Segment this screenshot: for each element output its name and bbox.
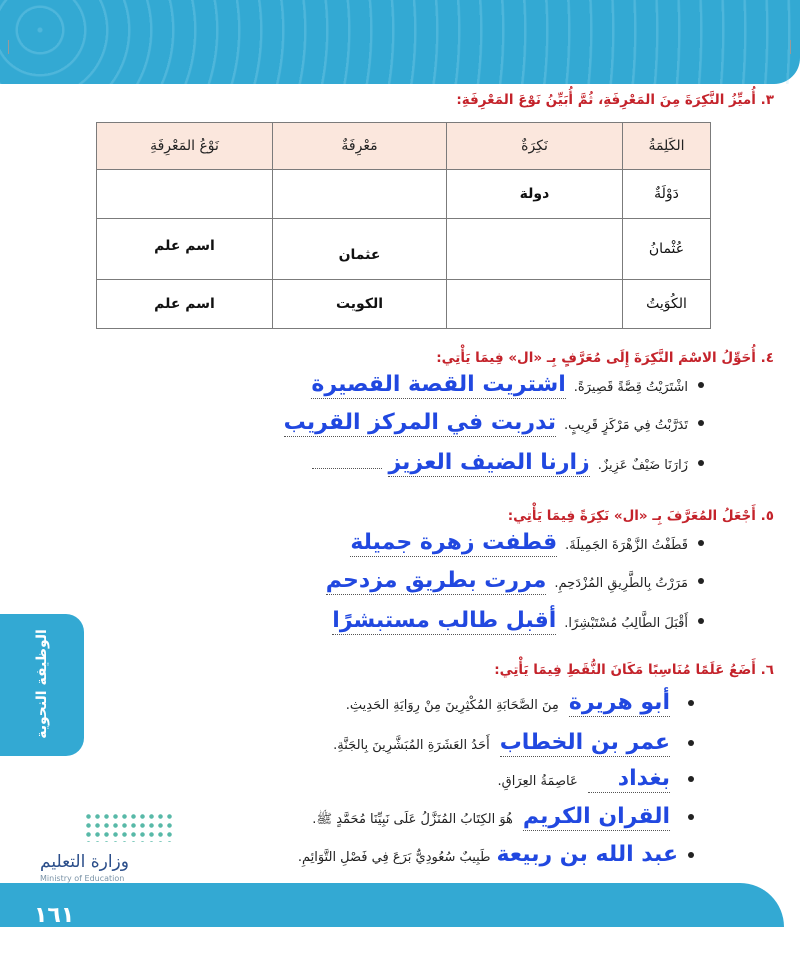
bullet-icon: [688, 852, 694, 858]
answer-field[interactable]: القران الكريم: [522, 804, 670, 829]
question-3-prompt: ٣. أُميِّزُ النَّكِرَةَ مِنَ المَعْرِفَةِ، ثُمَّ أُبَيِّنُ نَوْعَ المَعْرِفَةِ:: [456, 92, 774, 108]
question-6-prompt: ٦. أَضَعُ عَلَمًا مُنَاسِبًا مَكَانَ النُّقَطِ فِيمَا يَأْتِي:: [494, 662, 774, 678]
cell-maarifa[interactable]: الكويت: [273, 280, 447, 329]
header-maarifa: مَعْرِفَةٌ: [273, 123, 447, 170]
list-item: [498, 766, 694, 793]
item-sentence: هُوَ الكِتَابُ المُنَزَّلُ عَلَى نَبِيِّنَا مُحَمَّدٍ ﷺ.: [312, 812, 513, 827]
item-sentence: تَدَرَّبْتُ فِي مَرْكَزٍ قَرِيبٍ.: [564, 418, 688, 433]
answer-field[interactable]: بغداد: [588, 766, 670, 793]
header-maarifa-type: نَوْعُ المَعْرِفَةِ: [97, 123, 273, 170]
answer-field[interactable]: عبد الله بن ربيعة: [496, 842, 678, 867]
top-banner: [0, 0, 800, 84]
list-item: [326, 568, 704, 595]
chapter-side-tab: [0, 614, 84, 756]
list-item: [298, 842, 694, 867]
answer-field[interactable]: قطفت زهرة جميلة: [350, 530, 558, 555]
table-header-row: [97, 123, 711, 170]
dotted-blank: [312, 467, 382, 469]
cell-nakira[interactable]: [447, 280, 623, 329]
table-row: [97, 219, 711, 280]
item-sentence: أَقْبَلَ الطَّالِبُ مُسْتَبْشِرًا.: [564, 616, 688, 631]
item-sentence: اشْتَرَيْتُ قِصَّةً قَصِيرَةً.: [573, 380, 688, 395]
item-sentence: مَرَرْتُ بِالطَّرِيقِ المُزْدَحِمِ.: [554, 576, 688, 591]
cell-nakira[interactable]: [447, 219, 623, 280]
answer-field[interactable]: عمر بن الخطاب: [499, 730, 670, 755]
cell-maarifa[interactable]: عثمان: [273, 219, 447, 280]
table-row: [97, 170, 711, 219]
cell-word: الكُوَيتُ: [623, 280, 711, 329]
cell-word: دَوْلَةٌ: [623, 170, 711, 219]
item-sentence: زَارَنَا ضَيْفٌ عَزِيزٌ.: [597, 458, 688, 473]
noun-classification-table: [96, 122, 711, 329]
bullet-icon: [698, 460, 704, 466]
answer-field[interactable]: اشتريت القصة القصيرة: [311, 372, 566, 397]
crop-mark: [8, 40, 9, 54]
item-sentence: قَطَفْتُ الزَّهْرَةَ الجَمِيلَةَ.: [565, 538, 688, 553]
side-tab-label: الوظيفة النحوية: [34, 629, 50, 739]
list-item: [312, 450, 704, 477]
cell-type[interactable]: [97, 170, 273, 219]
answer-field[interactable]: أبو هريرة: [568, 690, 670, 715]
list-item: [350, 530, 704, 557]
answer-field[interactable]: تدربت في المركز القريب: [283, 410, 557, 435]
list-item: [312, 804, 694, 831]
header-word: الكَلِمَةُ: [623, 123, 711, 170]
item-sentence: عَاصِمَةُ العِرَاقِ.: [497, 774, 578, 789]
item-sentence: مِنَ الصَّحَابَةِ المُكْثِرِينَ مِنْ رِوَايَةِ الحَدِيثِ.: [345, 698, 559, 713]
logo-dots-icon: [84, 812, 174, 842]
cell-type[interactable]: اسم علم: [97, 280, 273, 329]
bottom-banner: [0, 883, 784, 927]
answer-field[interactable]: أقبل طالب مستبشرًا: [332, 608, 557, 633]
banner-pattern: [0, 0, 800, 84]
question-4-prompt: ٤. أُحَوِّلُ الاسْمَ النَّكِرَةَ إِلَى مُعَرَّفٍ بِـ «ال» فِيمَا يَأْتِي:: [436, 350, 774, 366]
bullet-icon: [698, 382, 704, 388]
cell-maarifa[interactable]: [273, 170, 447, 219]
list-item: [332, 608, 704, 635]
bullet-icon: [698, 618, 704, 624]
bullet-icon: [688, 776, 694, 782]
cell-nakira[interactable]: دولة: [447, 170, 623, 219]
cell-word: عُثْمانُ: [623, 219, 711, 280]
item-sentence: أَحَدُ العَشَرَةِ المُبَشَّرِينَ بِالجَنَّةِ.: [333, 738, 490, 753]
logo-english-text: Ministry of Education: [40, 874, 125, 883]
answer-field[interactable]: مررت بطريق مزدحم: [325, 568, 547, 593]
ministry-logo: [40, 812, 180, 892]
table-row: [97, 280, 711, 329]
bullet-icon: [698, 578, 704, 584]
list-item: [311, 372, 704, 399]
bullet-icon: [688, 740, 694, 746]
crop-mark: [790, 40, 791, 54]
cell-type[interactable]: اسم علم: [97, 219, 273, 280]
answer-field[interactable]: زارنا الضيف العزيز: [388, 450, 590, 475]
bullet-icon: [698, 540, 704, 546]
bullet-icon: [688, 700, 694, 706]
page-number: ١٦١: [34, 903, 75, 928]
logo-arabic-text: وزارة التعليم: [40, 852, 129, 872]
bullet-icon: [698, 420, 704, 426]
bullet-icon: [688, 814, 694, 820]
item-sentence: طَبِيبٌ سُعُودِيٌّ بَرَعَ فِي فَصْلِ التَّوَائِمِ.: [297, 850, 491, 865]
list-item: [346, 690, 694, 717]
header-nakira: نَكِرَةٌ: [447, 123, 623, 170]
list-item: [284, 410, 704, 437]
list-item: [333, 730, 694, 757]
question-5-prompt: ٥. أَجْعَلُ المُعَرَّفَ بِـ «ال» نَكِرَةً فِيمَا يَأْتِي:: [507, 508, 774, 524]
